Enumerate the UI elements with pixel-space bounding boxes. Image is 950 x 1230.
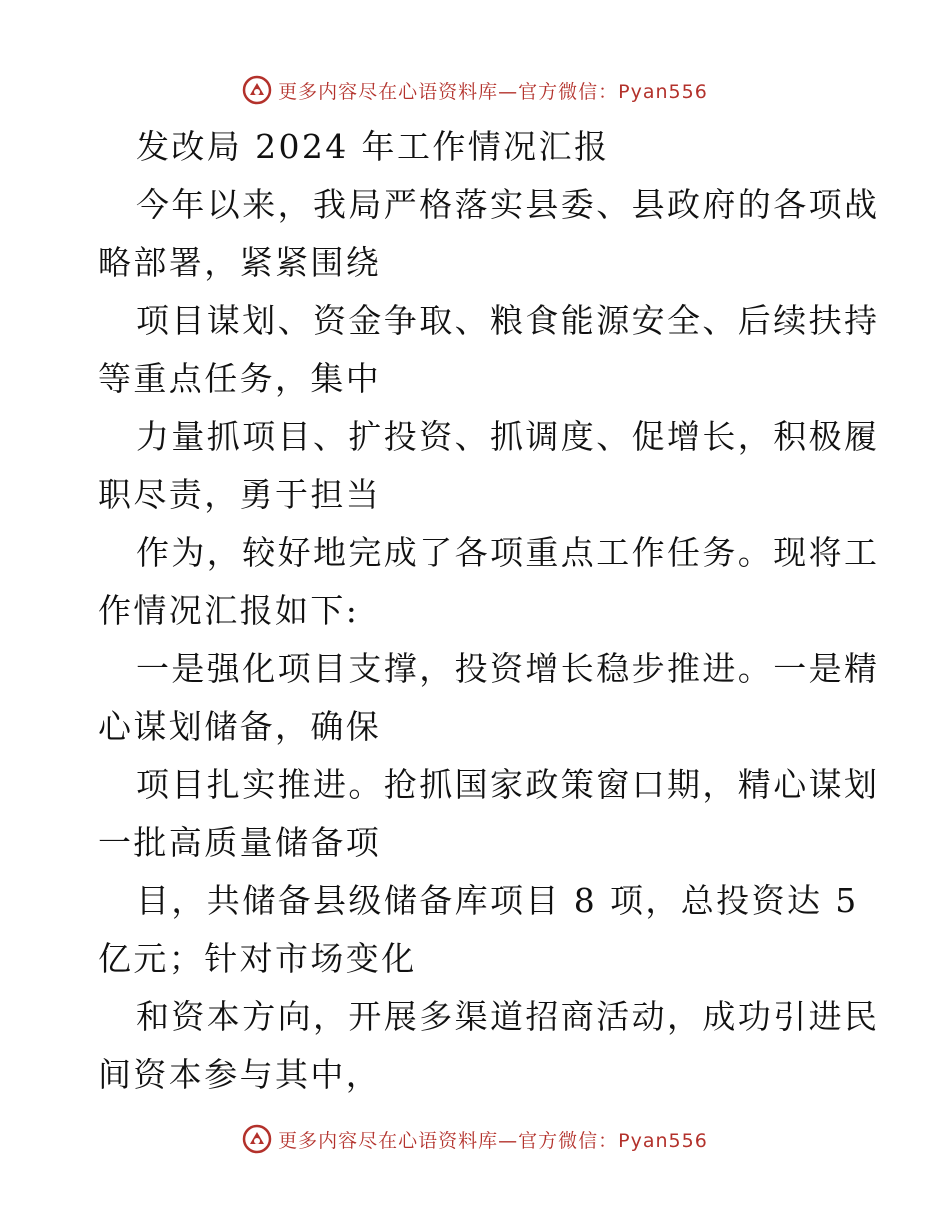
header-banner — [0, 70, 950, 110]
header-banner-text: 更多内容尽在心语资料库—官方微信：Pyan556 — [278, 80, 708, 103]
paragraph-line: 力量抓项目、扩投资、抓调度、促增长，积极履 — [136, 417, 880, 456]
paragraph-line: 一批高质量储备项 — [98, 823, 382, 862]
paragraph-line: 和资本方向，开展多渠道招商活动，成功引进民 — [136, 997, 880, 1036]
paragraph-line: 项目扎实推进。抢抓国家政策窗口期，精心谋划 — [136, 765, 880, 804]
footer-banner-text: 更多内容尽在心语资料库—官方微信：Pyan556 — [278, 1129, 708, 1152]
paragraph — [98, 756, 880, 872]
paragraph-line: 一是强化项目支撑，投资增长稳步推进。一是精 — [136, 649, 880, 688]
paragraph-line: 等重点任务，集中 — [98, 359, 382, 398]
footer-banner — [0, 1119, 950, 1159]
paragraph — [98, 524, 880, 640]
paragraph — [98, 988, 880, 1104]
paragraph-line: 间资本参与其中， — [98, 1055, 382, 1094]
paragraph-line: 作情况汇报如下: — [98, 591, 360, 630]
paragraph-line: 目，共储备县级储备库项目 8 项，总投资达 5 — [136, 881, 859, 920]
paragraph — [98, 292, 880, 408]
paragraph-line: 心谋划储备，确保 — [98, 707, 382, 746]
paragraph-line: 今年以来，我局严格落实县委、县政府的各项战 — [136, 185, 880, 224]
document-title: 发改局 2024 年工作情况汇报 — [136, 127, 610, 166]
paragraph — [98, 176, 880, 292]
seal-logo-icon — [242, 75, 272, 105]
paragraph — [98, 640, 880, 756]
paragraph-line: 职尽责，勇于担当 — [98, 475, 382, 514]
paragraph — [98, 408, 880, 524]
paragraph-line: 作为，较好地完成了各项重点工作任务。现将工 — [136, 533, 880, 572]
paragraph-line: 亿元；针对市场变化 — [98, 939, 417, 978]
paragraph-line: 项目谋划、资金争取、粮食能源安全、后续扶持 — [136, 301, 880, 340]
paragraph — [98, 872, 858, 988]
seal-logo-icon — [242, 1124, 272, 1154]
paragraph-line: 略部署，紧紧围绕 — [98, 243, 382, 282]
